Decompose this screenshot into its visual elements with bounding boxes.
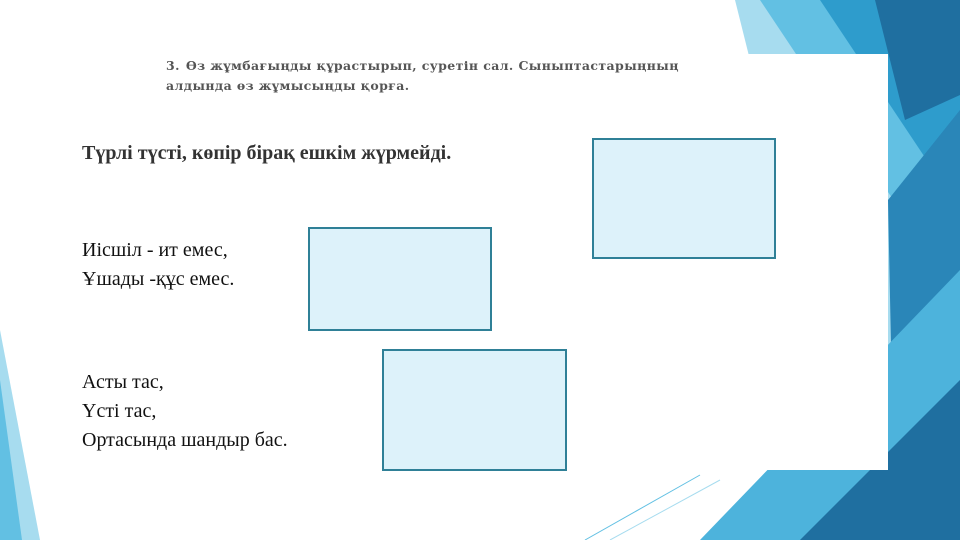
answer-box-rainbow[interactable] (592, 138, 776, 259)
riddle-line: Асты тас, (82, 371, 164, 393)
answer-box-bee[interactable] (308, 227, 492, 331)
riddle-walnut (82, 368, 288, 455)
riddle-line: Түрлі түсті, көпір бірақ ешкім жүрмейді. (82, 142, 452, 164)
riddle-line: Ортасында шандыр бас. (82, 429, 288, 451)
riddle-line: Иісшіл - ит емес, (82, 239, 228, 261)
task-text: Өз жұмбағыңды құрастырып, суретін сал. Сыныптастарыңның алдында өз жұмысыңды қорға. (166, 58, 679, 93)
task-number: 3. (166, 58, 180, 73)
riddle-bee (82, 236, 234, 294)
riddle-rainbow (82, 142, 451, 165)
task-instruction (166, 56, 726, 96)
answer-box-walnut[interactable] (382, 349, 567, 471)
riddle-line: Үсті тас, (82, 400, 157, 422)
riddle-line: Ұшады -құс емес. (82, 268, 235, 290)
